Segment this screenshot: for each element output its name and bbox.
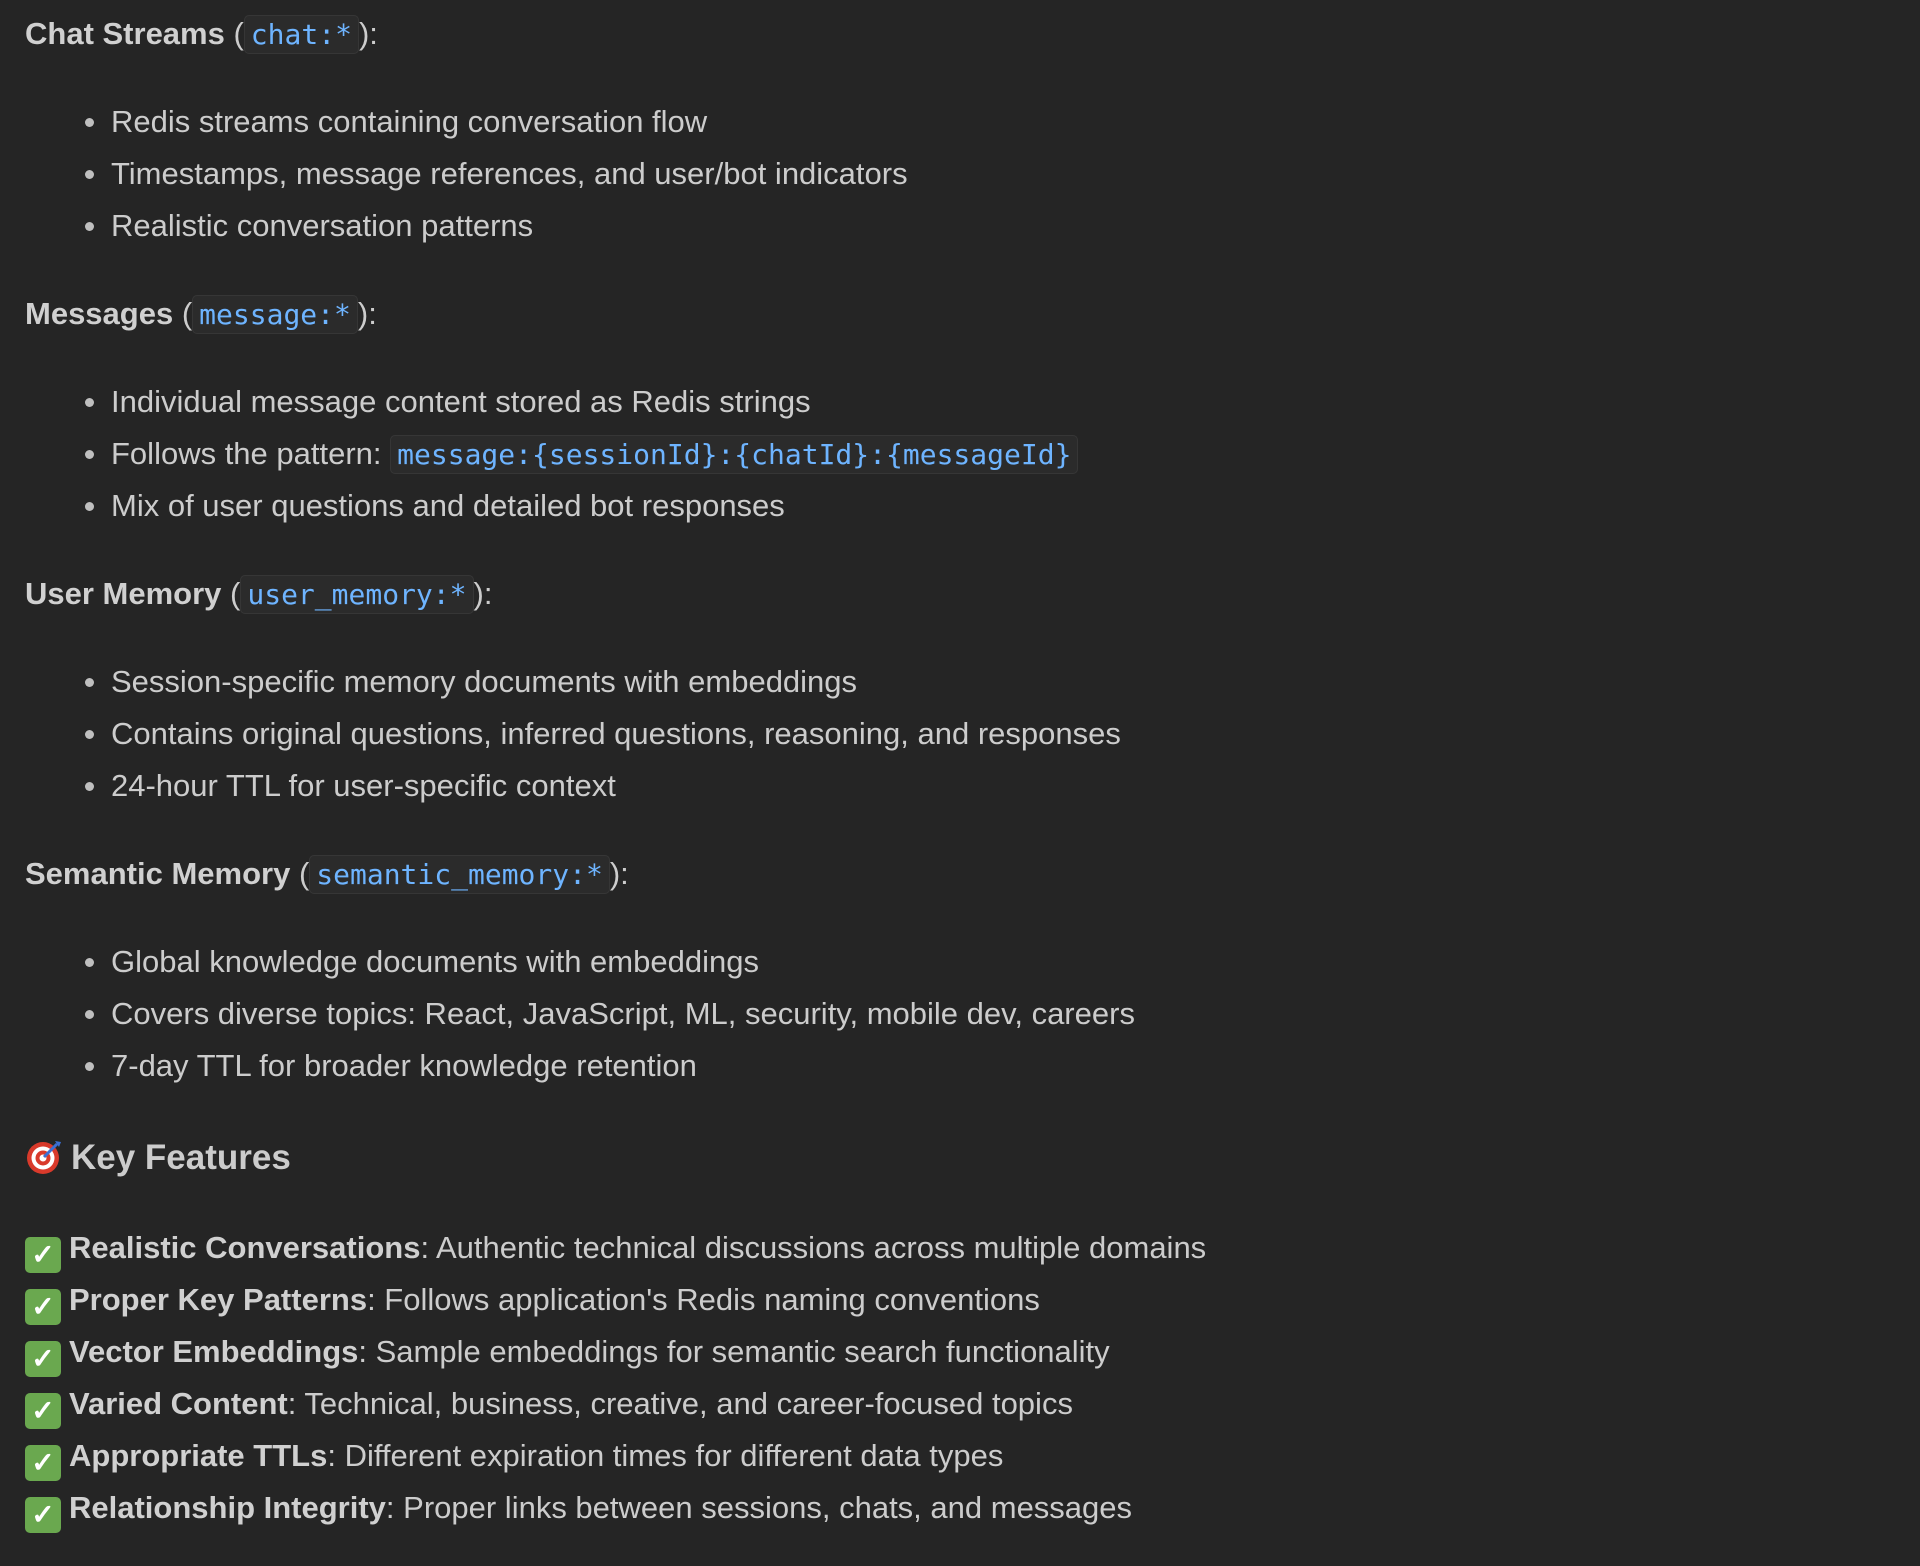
feature-text: : Follows application's Redis naming conventions [367, 1282, 1040, 1317]
list-item-text: Redis streams containing conversation flow [111, 104, 708, 139]
list-item-text: Follows the pattern: [111, 436, 391, 471]
check-mark-icon: ✓ [25, 1497, 61, 1533]
section-title: Chat Streams [25, 16, 225, 51]
section-title: User Memory [25, 576, 222, 611]
list-item-text: Global knowledge documents with embeddings [111, 944, 759, 979]
list-item-text: 24-hour TTL for user-specific context [111, 768, 616, 803]
close-paren: ): [357, 296, 377, 331]
list-item [85, 1040, 1920, 1092]
feature-text: : Proper links between sessions, chats, and messages [385, 1490, 1133, 1525]
list-item-text: Individual message content stored as Redis strings [111, 384, 811, 419]
target-icon [25, 1138, 63, 1176]
feature-text: : Different expiration times for different data types [327, 1438, 1004, 1473]
section-heading [25, 288, 1920, 340]
check-mark-icon: ✓ [25, 1393, 61, 1429]
feature-label: Vector Embeddings [69, 1334, 359, 1369]
open-paren: ( [290, 856, 310, 891]
feature-text: : Authentic technical discussions across multiple domains [420, 1230, 1207, 1265]
feature-label: Realistic Conversations [69, 1230, 421, 1265]
section-heading [25, 8, 1920, 60]
check-mark-icon: ✓ [25, 1445, 61, 1481]
list-item-text: 7-day TTL for broader knowledge retention [111, 1048, 697, 1083]
check-mark-icon: ✓ [25, 1237, 61, 1273]
feature-label: Relationship Integrity [69, 1490, 386, 1525]
close-paren: ): [358, 16, 378, 51]
check-mark-icon: ✓ [25, 1289, 61, 1325]
bullet-list [25, 936, 1920, 1092]
feature-text: : Technical, business, creative, and career-focused topics [287, 1386, 1073, 1421]
key-pattern-code: message:* [192, 295, 358, 334]
list-item [85, 376, 1920, 428]
feature-item [25, 1274, 1920, 1326]
open-paren: ( [173, 296, 193, 331]
key-pattern-code: chat:* [244, 15, 359, 54]
list-item-text: Covers diverse topics: React, JavaScript, ML, security, mobile dev, careers [111, 996, 1135, 1031]
check-mark-icon: ✓ [25, 1341, 61, 1377]
close-paren: ): [473, 576, 493, 611]
pattern-code: message:{sessionId}:{chatId}:{messageId} [390, 435, 1078, 474]
list-item [85, 428, 1920, 480]
feature-text: : Sample embeddings for semantic search functionality [358, 1334, 1110, 1369]
open-paren: ( [224, 16, 244, 51]
list-item-text: Contains original questions, inferred questions, reasoning, and responses [111, 716, 1121, 751]
list-item-text: Mix of user questions and detailed bot responses [111, 488, 785, 523]
list-item [85, 480, 1920, 532]
bullet-list [25, 656, 1920, 812]
feature-item [25, 1326, 1920, 1378]
list-item [85, 96, 1920, 148]
feature-item [25, 1222, 1920, 1274]
feature-item [25, 1378, 1920, 1430]
list-item [85, 708, 1920, 760]
list-item [85, 760, 1920, 812]
close-paren: ): [609, 856, 629, 891]
key-features-title: Key Features [71, 1138, 291, 1177]
section-title: Semantic Memory [25, 856, 291, 891]
list-item-text: Realistic conversation patterns [111, 208, 534, 243]
open-paren: ( [221, 576, 241, 611]
section-heading [25, 848, 1920, 900]
list-item-text: Session-specific memory documents with embeddings [111, 664, 858, 699]
key-pattern-code: user_memory:* [240, 575, 473, 614]
list-item [85, 200, 1920, 252]
key-pattern-code: semantic_memory:* [309, 855, 610, 894]
feature-label: Appropriate TTLs [69, 1438, 328, 1473]
feature-item [25, 1482, 1920, 1534]
list-item-text: Timestamps, message references, and user/bot indicators [111, 156, 908, 191]
bullet-list [25, 376, 1920, 532]
feature-label: Proper Key Patterns [69, 1282, 368, 1317]
list-item [85, 656, 1920, 708]
key-features-heading [25, 1130, 1920, 1186]
list-item [85, 148, 1920, 200]
section-heading [25, 568, 1920, 620]
feature-label: Varied Content [69, 1386, 288, 1421]
list-item [85, 936, 1920, 988]
bullet-list [25, 96, 1920, 252]
section-title: Messages [25, 296, 174, 331]
list-item [85, 988, 1920, 1040]
feature-item [25, 1430, 1920, 1482]
